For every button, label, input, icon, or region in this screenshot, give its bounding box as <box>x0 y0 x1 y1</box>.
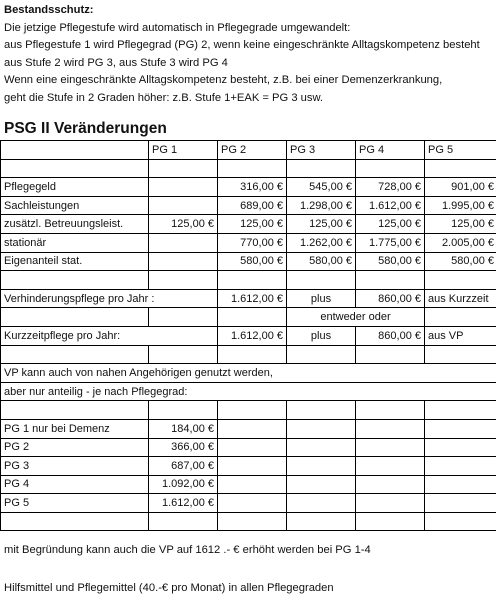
table-row <box>1 233 496 252</box>
header-cell: PG 2 <box>218 141 287 160</box>
value-cell: 1.262,00 € <box>287 233 356 252</box>
row-label: Eigenanteil stat. <box>1 252 149 271</box>
intro-line: aus Pflegestufe 1 wird Pflegegrad (PG) 2, wenn keine eingeschränkte Alltagskompetenz besteht <box>4 39 480 52</box>
intro-line: geht die Stufe in 2 Graden höher: z.B. Stufe 1+EAK = PG 3 usw. <box>4 91 324 104</box>
row-label: PG 1 nur bei Demenz <box>1 419 149 438</box>
value-cell: 1.612,00 € <box>218 289 287 308</box>
plus-cell: plus <box>287 289 356 308</box>
value-cell: 901,00 € <box>425 178 496 197</box>
value-cell <box>149 252 218 271</box>
header-cell: PG 1 <box>149 141 218 160</box>
value-cell: 184,00 € <box>149 419 218 438</box>
value-cell: 125,00 € <box>287 215 356 234</box>
row-label: PG 3 <box>1 457 149 476</box>
row-label: Pflegegeld <box>1 178 149 197</box>
value-cell: 580,00 € <box>287 252 356 271</box>
row-label: Kurzzeitpflege pro Jahr: <box>1 326 149 345</box>
value-cell: 770,00 € <box>218 233 287 252</box>
empty-row <box>1 271 496 290</box>
benefits-table <box>0 140 496 531</box>
value-cell: 580,00 € <box>218 252 287 271</box>
value-cell: 860,00 € <box>356 326 425 345</box>
table-row <box>1 494 496 513</box>
hilfsmittel-note: Hilfsmittel und Pflegemittel (40.-€ pro Monat) in allen Pflegegraden <box>4 582 334 594</box>
row-label: Verhinderungspflege pro Jahr : <box>1 289 149 308</box>
value-cell: 860,00 € <box>356 289 425 308</box>
table-row <box>1 215 496 234</box>
row-label: PG 4 <box>1 475 149 494</box>
value-cell <box>149 178 218 197</box>
value-cell: 687,00 € <box>149 457 218 476</box>
empty-row <box>1 345 496 364</box>
entweder-oder-row <box>1 308 496 327</box>
value-cell: 545,00 € <box>287 178 356 197</box>
header-cell: PG 5 <box>425 141 496 160</box>
empty-row <box>1 512 496 531</box>
value-cell: 1.612,00 € <box>149 494 218 513</box>
vp-text-row <box>1 364 496 383</box>
note-cell: aus VP <box>425 326 496 345</box>
table-row <box>1 252 496 271</box>
table-row <box>1 457 496 476</box>
table-row <box>1 438 496 457</box>
table-row <box>1 475 496 494</box>
empty-row <box>1 401 496 420</box>
value-cell: 125,00 € <box>149 215 218 234</box>
table-row <box>1 178 496 197</box>
value-cell: 728,00 € <box>356 178 425 197</box>
value-cell: 2.005,00 € <box>425 233 496 252</box>
value-cell: 689,00 € <box>218 196 287 215</box>
value-cell: 1.775,00 € <box>356 233 425 252</box>
value-cell: 580,00 € <box>425 252 496 271</box>
intro-line: Wenn eine eingeschränkte Alltagskompetenz besteht, z.B. bei einer Demenzerkrankung, <box>4 74 443 87</box>
plus-cell: plus <box>287 326 356 345</box>
begruendung-note: mit Begründung kann auch die VP auf 1612 .- € erhöht werden bei PG 1-4 <box>4 544 371 556</box>
header-cell: PG 3 <box>287 141 356 160</box>
value-cell: 316,00 € <box>218 178 287 197</box>
verhinderungspflege-row <box>1 289 496 308</box>
row-label: PG 2 <box>1 438 149 457</box>
value-cell: 1.612,00 € <box>356 196 425 215</box>
value-cell: 1.298,00 € <box>287 196 356 215</box>
header-cell <box>1 141 149 160</box>
value-cell: 1.092,00 € <box>149 475 218 494</box>
intro-block <box>4 2 480 108</box>
vp-text-row <box>1 382 496 401</box>
section-heading: PSG II Veränderungen <box>4 120 167 137</box>
value-cell: 366,00 € <box>149 438 218 457</box>
value-cell: 125,00 € <box>425 215 496 234</box>
header-cell: PG 4 <box>356 141 425 160</box>
intro-line: Die jetzige Pflegestufe wird automatisch in Pflegegrade umgewandelt: <box>4 21 351 34</box>
row-label: Sachleistungen <box>1 196 149 215</box>
value-cell: 125,00 € <box>218 215 287 234</box>
table-row <box>1 419 496 438</box>
entweder-oder-text: entweder oder <box>287 308 425 327</box>
empty-row <box>1 159 496 178</box>
vp-text: aber nur anteilig - je nach Pflegegrad: <box>1 382 496 401</box>
value-cell: 1.612,00 € <box>218 326 287 345</box>
vp-text: VP kann auch von nahen Angehörigen genutzt werden, <box>1 364 496 383</box>
value-cell: 580,00 € <box>356 252 425 271</box>
intro-line: aus Stufe 2 wird PG 3, aus Stufe 3 wird PG 4 <box>4 56 228 69</box>
kurzzeitpflege-row <box>1 326 496 345</box>
intro-title: Bestandsschutz: <box>4 4 94 16</box>
row-label: zusätzl. Betreuungsleist. <box>1 215 149 234</box>
row-label: PG 5 <box>1 494 149 513</box>
value-cell <box>149 233 218 252</box>
note-cell: aus Kurzzeit <box>425 289 496 308</box>
value-cell: 1.995,00 € <box>425 196 496 215</box>
row-label: stationär <box>1 233 149 252</box>
table-row <box>1 196 496 215</box>
table-header-row <box>1 141 496 160</box>
value-cell <box>149 196 218 215</box>
value-cell: 125,00 € <box>356 215 425 234</box>
